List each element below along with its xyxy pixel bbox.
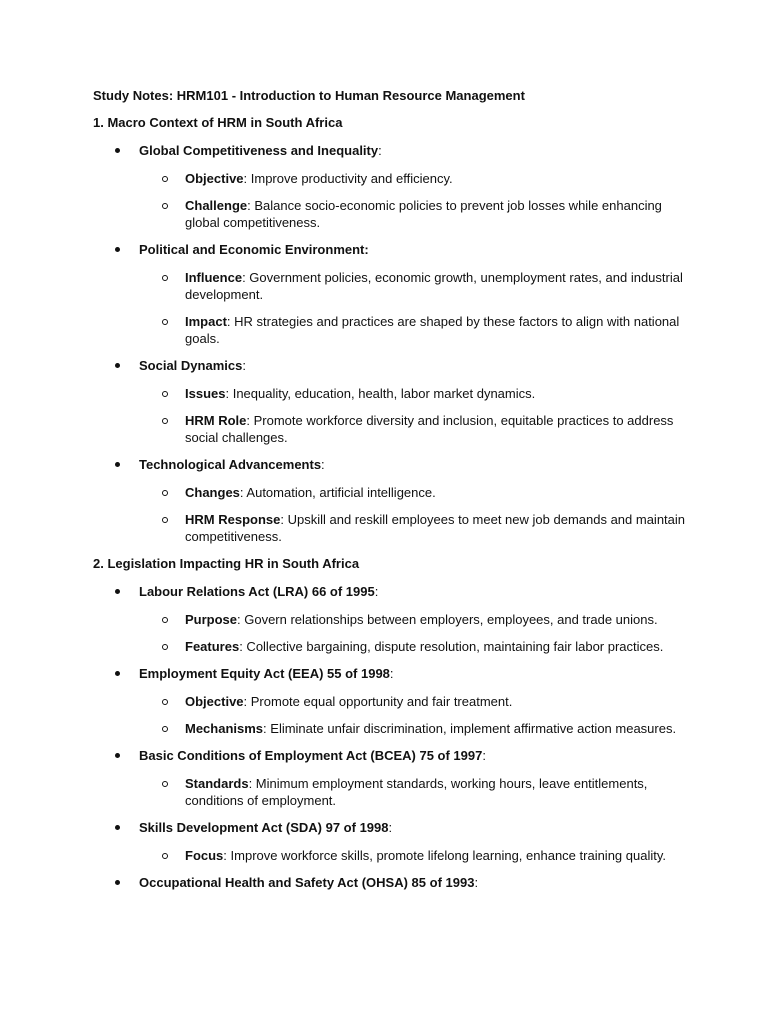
circle-bullet-icon: [162, 490, 168, 496]
sub-item-text: : Promote workforce diversity and inclusion, equitable practices to address social challenges.: [185, 413, 674, 445]
circle-bullet-icon: [162, 517, 168, 523]
circle-bullet-icon: [162, 644, 168, 650]
list-item-suffix: :: [378, 143, 382, 158]
list-item-suffix: :: [374, 584, 379, 599]
sub-item-term: Mechanisms: [185, 721, 264, 736]
sub-item-term: Influence: [185, 270, 243, 285]
circle-bullet-icon: [162, 203, 168, 209]
list-item: [93, 874, 693, 891]
sub-list-item: [93, 197, 685, 231]
sub-item-term: Challenge: [185, 198, 248, 213]
list-item: [93, 241, 693, 258]
section-heading: 2. Legislation Impacting HR in South Africa: [93, 556, 360, 571]
list-item-suffix: :: [242, 358, 246, 373]
sub-item-text: : Govern relationships between employers, employees, and trade unions.: [237, 612, 658, 627]
bullet-icon: [115, 825, 120, 830]
sub-item-text: : Balance socio-economic policies to prevent job losses while enhancing global competitiveness.: [185, 198, 662, 230]
list-item-suffix: :: [482, 748, 486, 763]
document-page: [93, 87, 693, 902]
sub-item-term: Impact: [185, 314, 227, 329]
sub-item-text: : Upskill and reskill employees to meet new job demands and maintain competitiveness.: [185, 512, 686, 544]
list-item-label: Labour Relations Act (LRA) 66 of 1995: [139, 584, 375, 599]
sub-list-item: [93, 170, 685, 187]
list-item: [93, 142, 693, 159]
bullet-icon: [115, 671, 120, 676]
sub-list-item: [93, 775, 685, 809]
list-item-label: Basic Conditions of Employment Act (BCEA) 75 of 1997: [139, 748, 483, 763]
section-heading: 1. Macro Context of HRM in South Africa: [93, 115, 343, 130]
sub-item-text: : Automation, artificial intelligence.: [239, 485, 436, 500]
sub-list-item: [93, 385, 685, 402]
list-item: [93, 357, 693, 374]
list-item-suffix: :: [474, 875, 479, 890]
circle-bullet-icon: [162, 319, 168, 325]
list-item-label: Technological Advancements: [139, 457, 322, 472]
document-title: Study Notes: HRM101 - Introduction to Human Resource Management: [93, 88, 525, 103]
sub-list-item: [93, 611, 685, 628]
bullet-icon: [115, 880, 120, 885]
sub-item-term: Features: [185, 639, 240, 654]
circle-bullet-icon: [162, 781, 168, 787]
sub-item-text: : Inequality, education, health, labor market dynamics.: [225, 386, 536, 401]
list-item-label: Political and Economic Environment:: [139, 242, 369, 257]
circle-bullet-icon: [162, 275, 168, 281]
sub-list-item: [93, 693, 685, 710]
sub-list-item: [93, 720, 685, 737]
list-item: [93, 583, 693, 600]
sub-item-term: Issues: [185, 386, 226, 401]
list-item: [93, 665, 693, 682]
sub-list-item: [93, 484, 685, 501]
sub-list-item: [93, 412, 685, 446]
sub-item-term: Objective: [185, 171, 244, 186]
list-item-suffix: :: [321, 457, 325, 472]
sub-list-item: [93, 847, 685, 864]
sub-item-text: : Minimum employment standards, working hours, leave entitlements, conditions of employment.: [185, 776, 648, 808]
sub-item-term: Changes: [185, 485, 240, 500]
list-item-label: Employment Equity Act (EEA) 55 of 1998: [139, 666, 390, 681]
document-body: [93, 114, 693, 891]
circle-bullet-icon: [162, 726, 168, 732]
sub-item-term: Standards: [185, 776, 249, 791]
list-item-suffix: :: [388, 820, 393, 835]
sub-item-term: HRM Response: [185, 512, 281, 527]
sub-list-item: [93, 638, 685, 655]
sub-item-term: Purpose: [185, 612, 238, 627]
bullet-icon: [115, 589, 120, 594]
bullet-icon: [115, 148, 120, 153]
bullet-icon: [115, 462, 120, 467]
circle-bullet-icon: [162, 176, 168, 182]
list-item: [93, 456, 693, 473]
circle-bullet-icon: [162, 418, 168, 424]
sub-item-term: HRM Role: [185, 413, 247, 428]
sub-item-term: Focus: [185, 848, 224, 863]
circle-bullet-icon: [162, 391, 168, 397]
sub-item-text: : Collective bargaining, dispute resolution, maintaining fair labor practices.: [239, 639, 664, 654]
bullet-icon: [115, 247, 120, 252]
sub-list-item: [93, 511, 685, 545]
sub-item-text: : HR strategies and practices are shaped by these factors to align with national goals.: [185, 314, 680, 346]
circle-bullet-icon: [162, 853, 168, 859]
circle-bullet-icon: [162, 617, 168, 623]
list-item: [93, 747, 693, 764]
sub-list-item: [93, 269, 685, 303]
list-item-label: Social Dynamics: [139, 358, 243, 373]
sub-list-item: [93, 313, 685, 347]
list-item-suffix: :: [389, 666, 394, 681]
sub-item-text: : Government policies, economic growth, unemployment rates, and industrial development.: [185, 270, 683, 302]
sub-item-text: : Improve productivity and efficiency.: [243, 171, 453, 186]
sub-item-text: : Promote equal opportunity and fair treatment.: [243, 694, 513, 709]
list-item-label: Occupational Health and Safety Act (OHSA) 85 of 1993: [139, 875, 475, 890]
bullet-icon: [115, 753, 120, 758]
list-item-label: Global Competitiveness and Inequality: [139, 143, 379, 158]
sub-item-term: Objective: [185, 694, 244, 709]
sub-item-text: : Improve workforce skills, promote lifelong learning, enhance training quality.: [223, 848, 666, 863]
circle-bullet-icon: [162, 699, 168, 705]
list-item-label: Skills Development Act (SDA) 97 of 1998: [139, 820, 389, 835]
list-item: [93, 819, 693, 836]
sub-item-text: : Eliminate unfair discrimination, implement affirmative action measures.: [263, 721, 677, 736]
bullet-icon: [115, 363, 120, 368]
